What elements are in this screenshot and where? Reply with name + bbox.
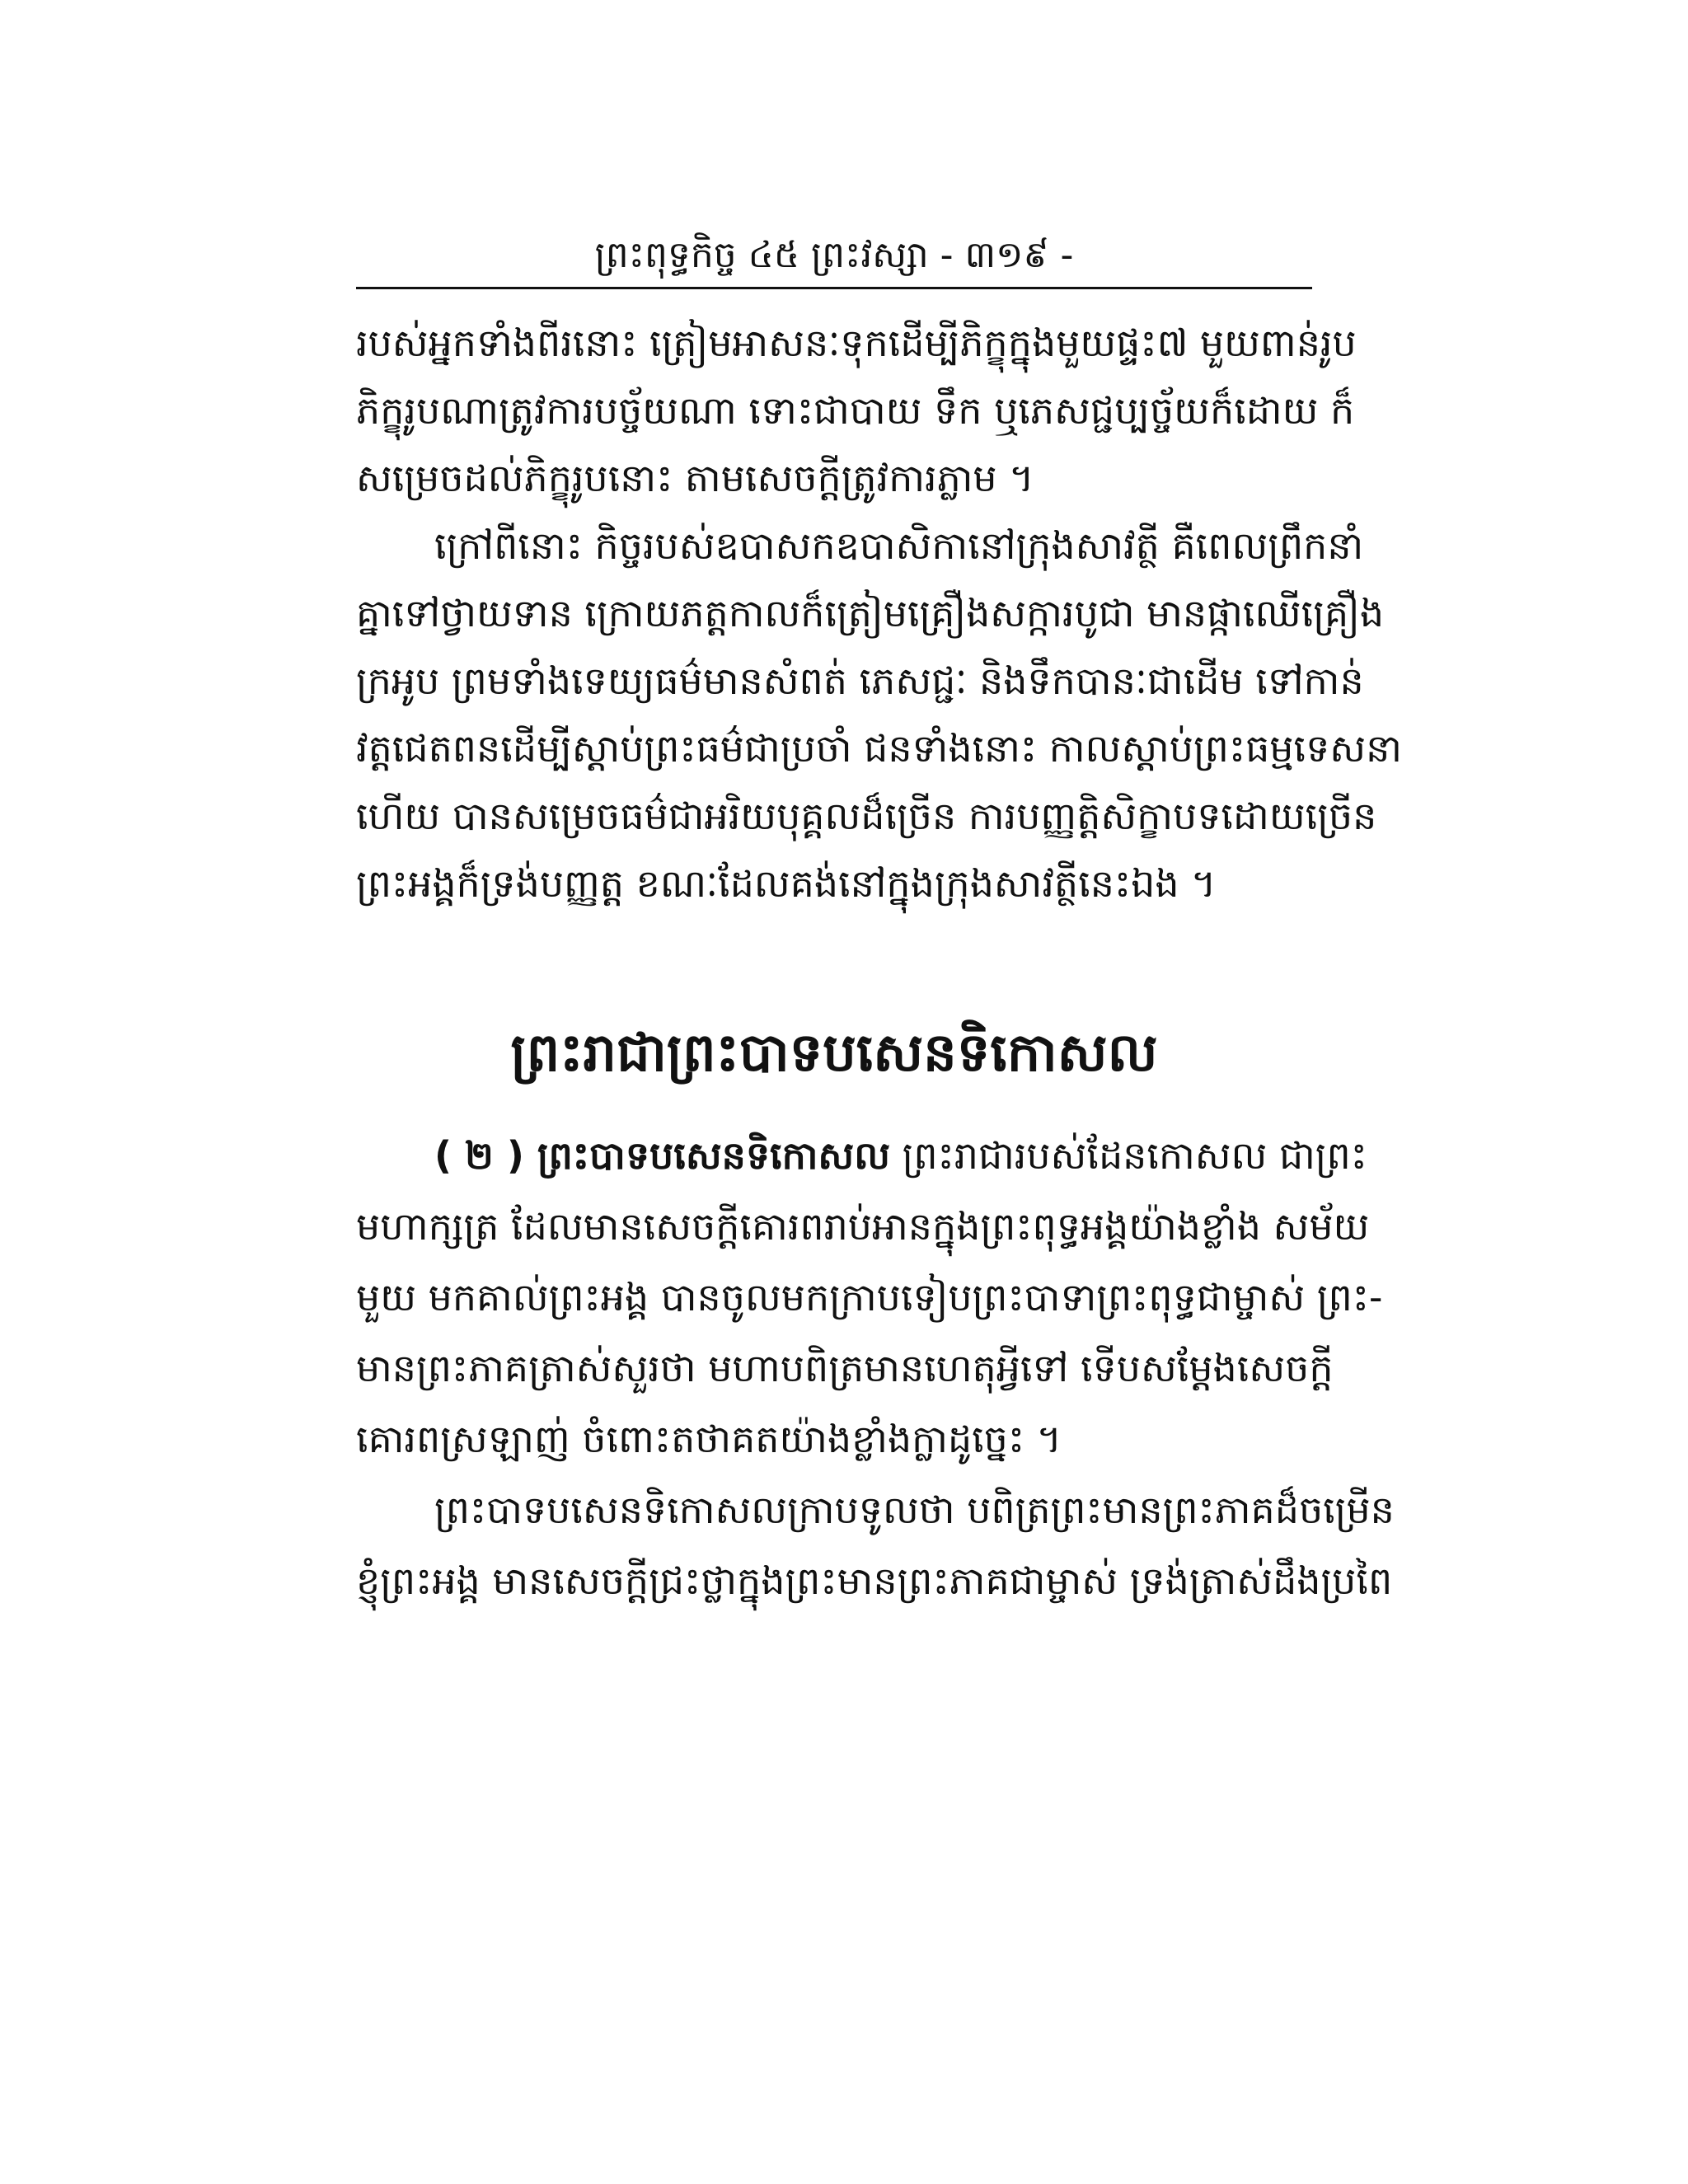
paragraph-line: សម្រេចដល់ភិក្ខុរូបនោះ តាមសេចក្តីត្រូវការភ្លាម ។ [356, 456, 1034, 500]
paragraph-line: មួយ មកគាល់ព្រះអង្គ បានចូលមកក្រាបទៀបព្រះបាទាព្រះពុទ្ធជាម្ចាស់ ព្រះ- [356, 1275, 1383, 1319]
paragraph-line: ក្រអូប ព្រមទាំងទេយ្យធម៌មានសំពត់ ភេសជ្ជៈ និងទឹកបានៈជាដើម ទៅកាន់ [356, 658, 1364, 703]
paragraph-line [356, 1122, 1367, 1188]
paragraph-line: ព្រះបាទបសេនទិកោសលក្រាបទូលថា បពិត្រព្រះមានព្រះភាគដ៏ចម្រើន [434, 1488, 1395, 1532]
paragraph-line: ព្រះអង្គក៏ទ្រង់បញ្ញត្ត ខណៈដែលគង់នៅក្នុងក្រុងសាវត្ថីនេះឯង ។ [356, 861, 1217, 906]
paragraph-line: ហើយ បានសម្រេចធម៌ជាអរិយបុគ្គលដ៏ច្រើន ការបញ្ញត្តិសិក្ខាបទដោយច្រើន [356, 794, 1377, 838]
paragraph-line: គោរពស្រឡាញ់ ចំពោះតថាគតយ៉ាងខ្លាំងក្លាដូច្នេះ ។ [356, 1417, 1062, 1461]
paragraph-line: មហាក្សត្រ ដែលមានសេចក្តីគោរពរាប់អានក្នុងព្រះពុទ្ធអង្គយ៉ាងខ្លាំង សម័យ [356, 1204, 1370, 1249]
header-rule [356, 287, 1312, 289]
paragraph-line: ខ្ញុំព្រះអង្គ មានសេចក្តីជ្រះថ្លាក្នុងព្រះមានព្រះភាគជាម្ចាស់ ទ្រង់ត្រាស់ដឹងប្រពៃ [356, 1558, 1393, 1603]
section-heading: ព្រះរាជាព្រះបាទបសេនទិកោសល [510, 1023, 1158, 1084]
paragraph-line: វត្តជេតពនដើម្បីស្តាប់ព្រះធម៌ជាប្រចាំ ជនទាំងនោះ កាលស្តាប់ព្រះធម្មទេសនា [356, 726, 1402, 771]
paragraph-line: របស់អ្នកទាំងពីរនោះ ត្រៀមអាសនៈទុកដើម្បីភិក្ខុក្នុងមួយផ្ទះ៧ មួយពាន់រូប [356, 321, 1357, 365]
king-name-bold: ( ២ ) ព្រះបាទបសេនទិកោសល [434, 1133, 891, 1178]
running-header: ព្រះពុទ្ធកិច្ច ៤៥ ព្រះវស្សា - ៣១៩ - [594, 234, 1074, 276]
paragraph-line: ក្រៅពីនោះ កិច្ចរបស់ឧបាសកឧបាសិកានៅក្រុងសាវត្ថី គឺពេលព្រឹកនាំ [434, 523, 1364, 568]
paragraph-line: មានព្រះភាគត្រាស់សួរថា មហាបពិត្រមានហេតុអ្វីទៅ ទើបសម្តែងសេចក្តី [356, 1346, 1334, 1390]
paragraph-line-rest: ព្រះរាជារបស់ដែនកោសល ជាព្រះ [890, 1133, 1367, 1178]
paragraph-line: ភិក្ខុរូបណាត្រូវការបច្ច័យណា ទោះជាបាយ ទឹក ឬភេសជ្ជប្បច្ច័យក៏ដោយ ក៏ [356, 388, 1355, 433]
paragraph-line: គ្នាទៅថ្វាយទាន ក្រោយភត្តកាលក៏ត្រៀមគ្រឿងសក្ការបូជា មានផ្កាឈើគ្រឿង [356, 591, 1385, 635]
